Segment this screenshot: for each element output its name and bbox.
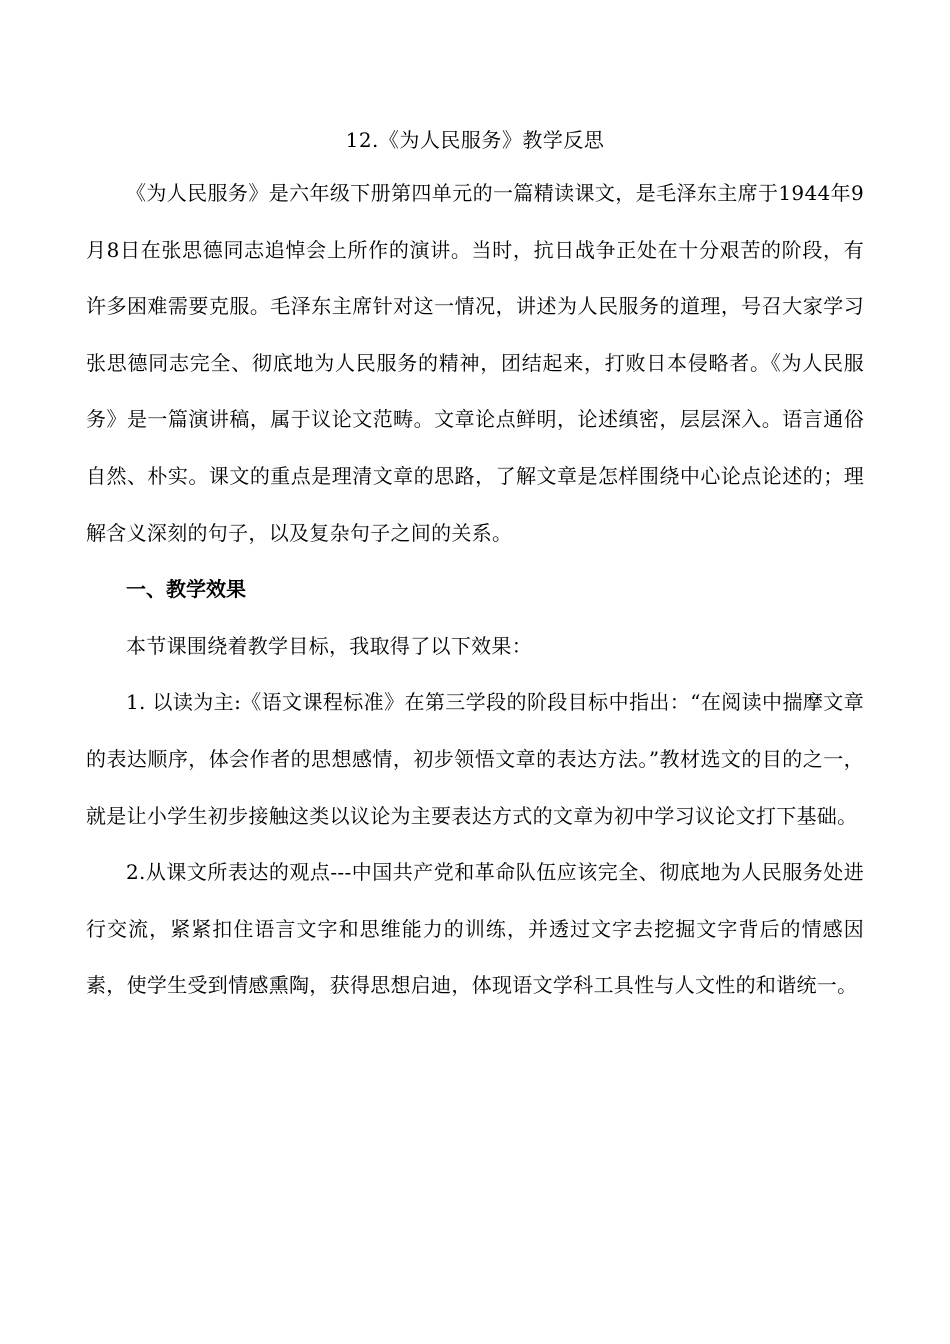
- document-body: [86, 123, 864, 1014]
- point-1-paragraph: 1. 以读为主:《语文课程标准》在第三学段的阶段目标中指出：“在阅读中揣摩文章的表达顺序，体会作者的思想感情，初步领悟文章的表达方法。”教材选文的目的之一，就是让小学生初步接触这类以议论为主要表达方式的文章为初中学习议论文打下基础。: [86, 690, 864, 828]
- section-lead-paragraph: 本节课围绕着教学目标，我取得了以下效果：: [126, 633, 532, 658]
- point-2-paragraph: 2.从课文所表达的观点---中国共产党和革命队伍应该完全、彻底地为人民服务处进行交流，紧紧扣住语言文字和思维能力的训练，并透过文字去挖掘文字背后的情感因素，使学生受到情感熏陶，获得思想启迪，体现语文学科工具性与人文性的和谐统一。: [86, 860, 864, 998]
- intro-paragraph: 《为人民服务》是六年级下册第四单元的一篇精读课文，是毛泽东主席于1944年9月8日在张思德同志追悼会上所作的演讲。当时，抗日战争正处在十分艰苦的阶段，有许多困难需要克服。毛泽东主席针对这一情况，讲述为人民服务的道理，号召大家学习张思德同志完全、彻底地为人民服务的精神，团结起来，打败日本侵略者。《为人民服务》是一篇演讲稿，属于议论文范畴。文章论点鲜明，论述缜密，层层深入。语言通俗自然、朴实。课文的重点是理清文章的思路，了解文章是怎样围绕中心论点论述的；理解含义深刻的句子，以及复杂句子之间的关系。: [86, 181, 864, 545]
- section-heading-teaching-effect: 一、教学效果: [126, 577, 246, 602]
- document-title: 12.《为人民服务》教学反思: [345, 128, 605, 152]
